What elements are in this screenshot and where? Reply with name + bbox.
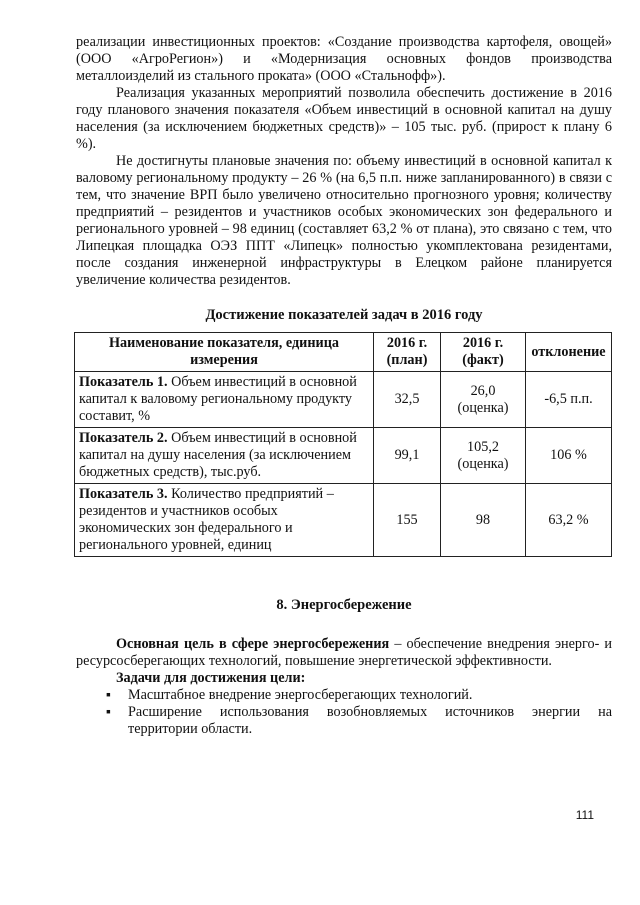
row-text: Объем инвестиций в основной капитал к валовому региональному продукту составит, %	[79, 374, 357, 424]
row-label: Показатель 1.	[79, 374, 168, 390]
row-deviation: -6,5 п.п.	[526, 372, 612, 428]
table-row	[75, 372, 612, 428]
row-deviation: 63,2 %	[526, 484, 612, 557]
header-name: Наименование показателя, единица измерения	[75, 333, 374, 372]
document-page	[76, 34, 612, 738]
row-fact-cell	[441, 428, 526, 484]
paragraph-2: Реализация указанных мероприятий позволила обеспечить достижение в 2016 году планового значения показателя «Объем инвестиций в основной капитал на душу населения (за исключением бюджетных средств)» – 105 тыс. руб. (прирост к плану 6 %).	[76, 85, 612, 152]
row-fact-note: (оценка)	[457, 455, 509, 472]
indicators-table	[74, 332, 612, 557]
header-plan: 2016 г. (план)	[374, 333, 441, 372]
row-text: Количество предприятий – резидентов и участников особых экономических зон федерального и регионального уровней, единиц	[79, 486, 334, 553]
row-plan: 32,5	[374, 372, 441, 428]
row-label: Показатель 2.	[79, 430, 168, 446]
page-number: 111	[575, 808, 594, 822]
section-title: 8. Энергосбережение	[276, 597, 412, 613]
table-title: Достижение показателей задач в 2016 году	[205, 307, 483, 323]
row-fact: 26,0	[470, 382, 496, 399]
header-fact: 2016 г. (факт)	[441, 333, 526, 372]
paragraph-3: Не достигнуты плановые значения по: объему инвестиций в основной капитал к валовому региональному продукту – 26 % (на 6,5 п.п. ниже запланированного) в связи с тем, что значение ВРП было увеличено относительно прогнозного уровня; количеству предприятий – резидентов и участников особых экономических зон федерального и регионального уровней – 98 единиц (составляет 63,2 % от плана), это связано с тем, что Липецкая площадка ОЭЗ ППТ «Липецк» полностью укомплектована резидентами, после создания инженерной инфраструктуры в Елецком районе планируется увеличение количества резидентов.	[76, 153, 612, 288]
header-deviation: отклонение	[526, 333, 612, 372]
table-row	[75, 428, 612, 484]
goal-paragraph	[76, 636, 612, 670]
goal-label: Основная цель в сфере энергосбережения	[116, 636, 390, 652]
row-fact-cell	[441, 372, 526, 428]
row-plan: 99,1	[374, 428, 441, 484]
row-text: Объем инвестиций в основной капитал на душу населения (за исключением бюджетных средств), тыс.руб.	[79, 430, 357, 480]
list-item: ▪ Масштабное внедрение энергосберегающих технологий.	[106, 687, 612, 704]
row-fact: 98	[441, 484, 526, 557]
row-label: Показатель 3.	[79, 486, 168, 502]
paragraph-1: реализации инвестиционных проектов: «Создание производства картофеля, овощей» (ООО «АгроРегион») и «Модернизация основных фондов производства металлоизделий из стального проката» (ООО «Стальнофф»).	[76, 34, 612, 84]
row-deviation: 106 %	[526, 428, 612, 484]
goal-text: – обеспечение внедрения энерго- и ресурсосберегающих технологий, повышение энергетической эффективности.	[76, 636, 612, 669]
table-header-row	[75, 333, 612, 372]
tasks-heading	[76, 670, 612, 687]
row-plan: 155	[374, 484, 441, 557]
table-row	[75, 484, 612, 557]
tasks-list	[106, 687, 612, 738]
row-fact: 105,2	[467, 438, 499, 455]
list-item: ▪ Расширение использования возобновляемых источников энергии на территории области.	[106, 704, 612, 738]
row-name-cell	[75, 484, 374, 557]
row-name-cell	[75, 428, 374, 484]
tasks-label: Задачи для достижения цели:	[116, 670, 306, 686]
row-fact-note: (оценка)	[457, 399, 509, 416]
row-name-cell	[75, 372, 374, 428]
